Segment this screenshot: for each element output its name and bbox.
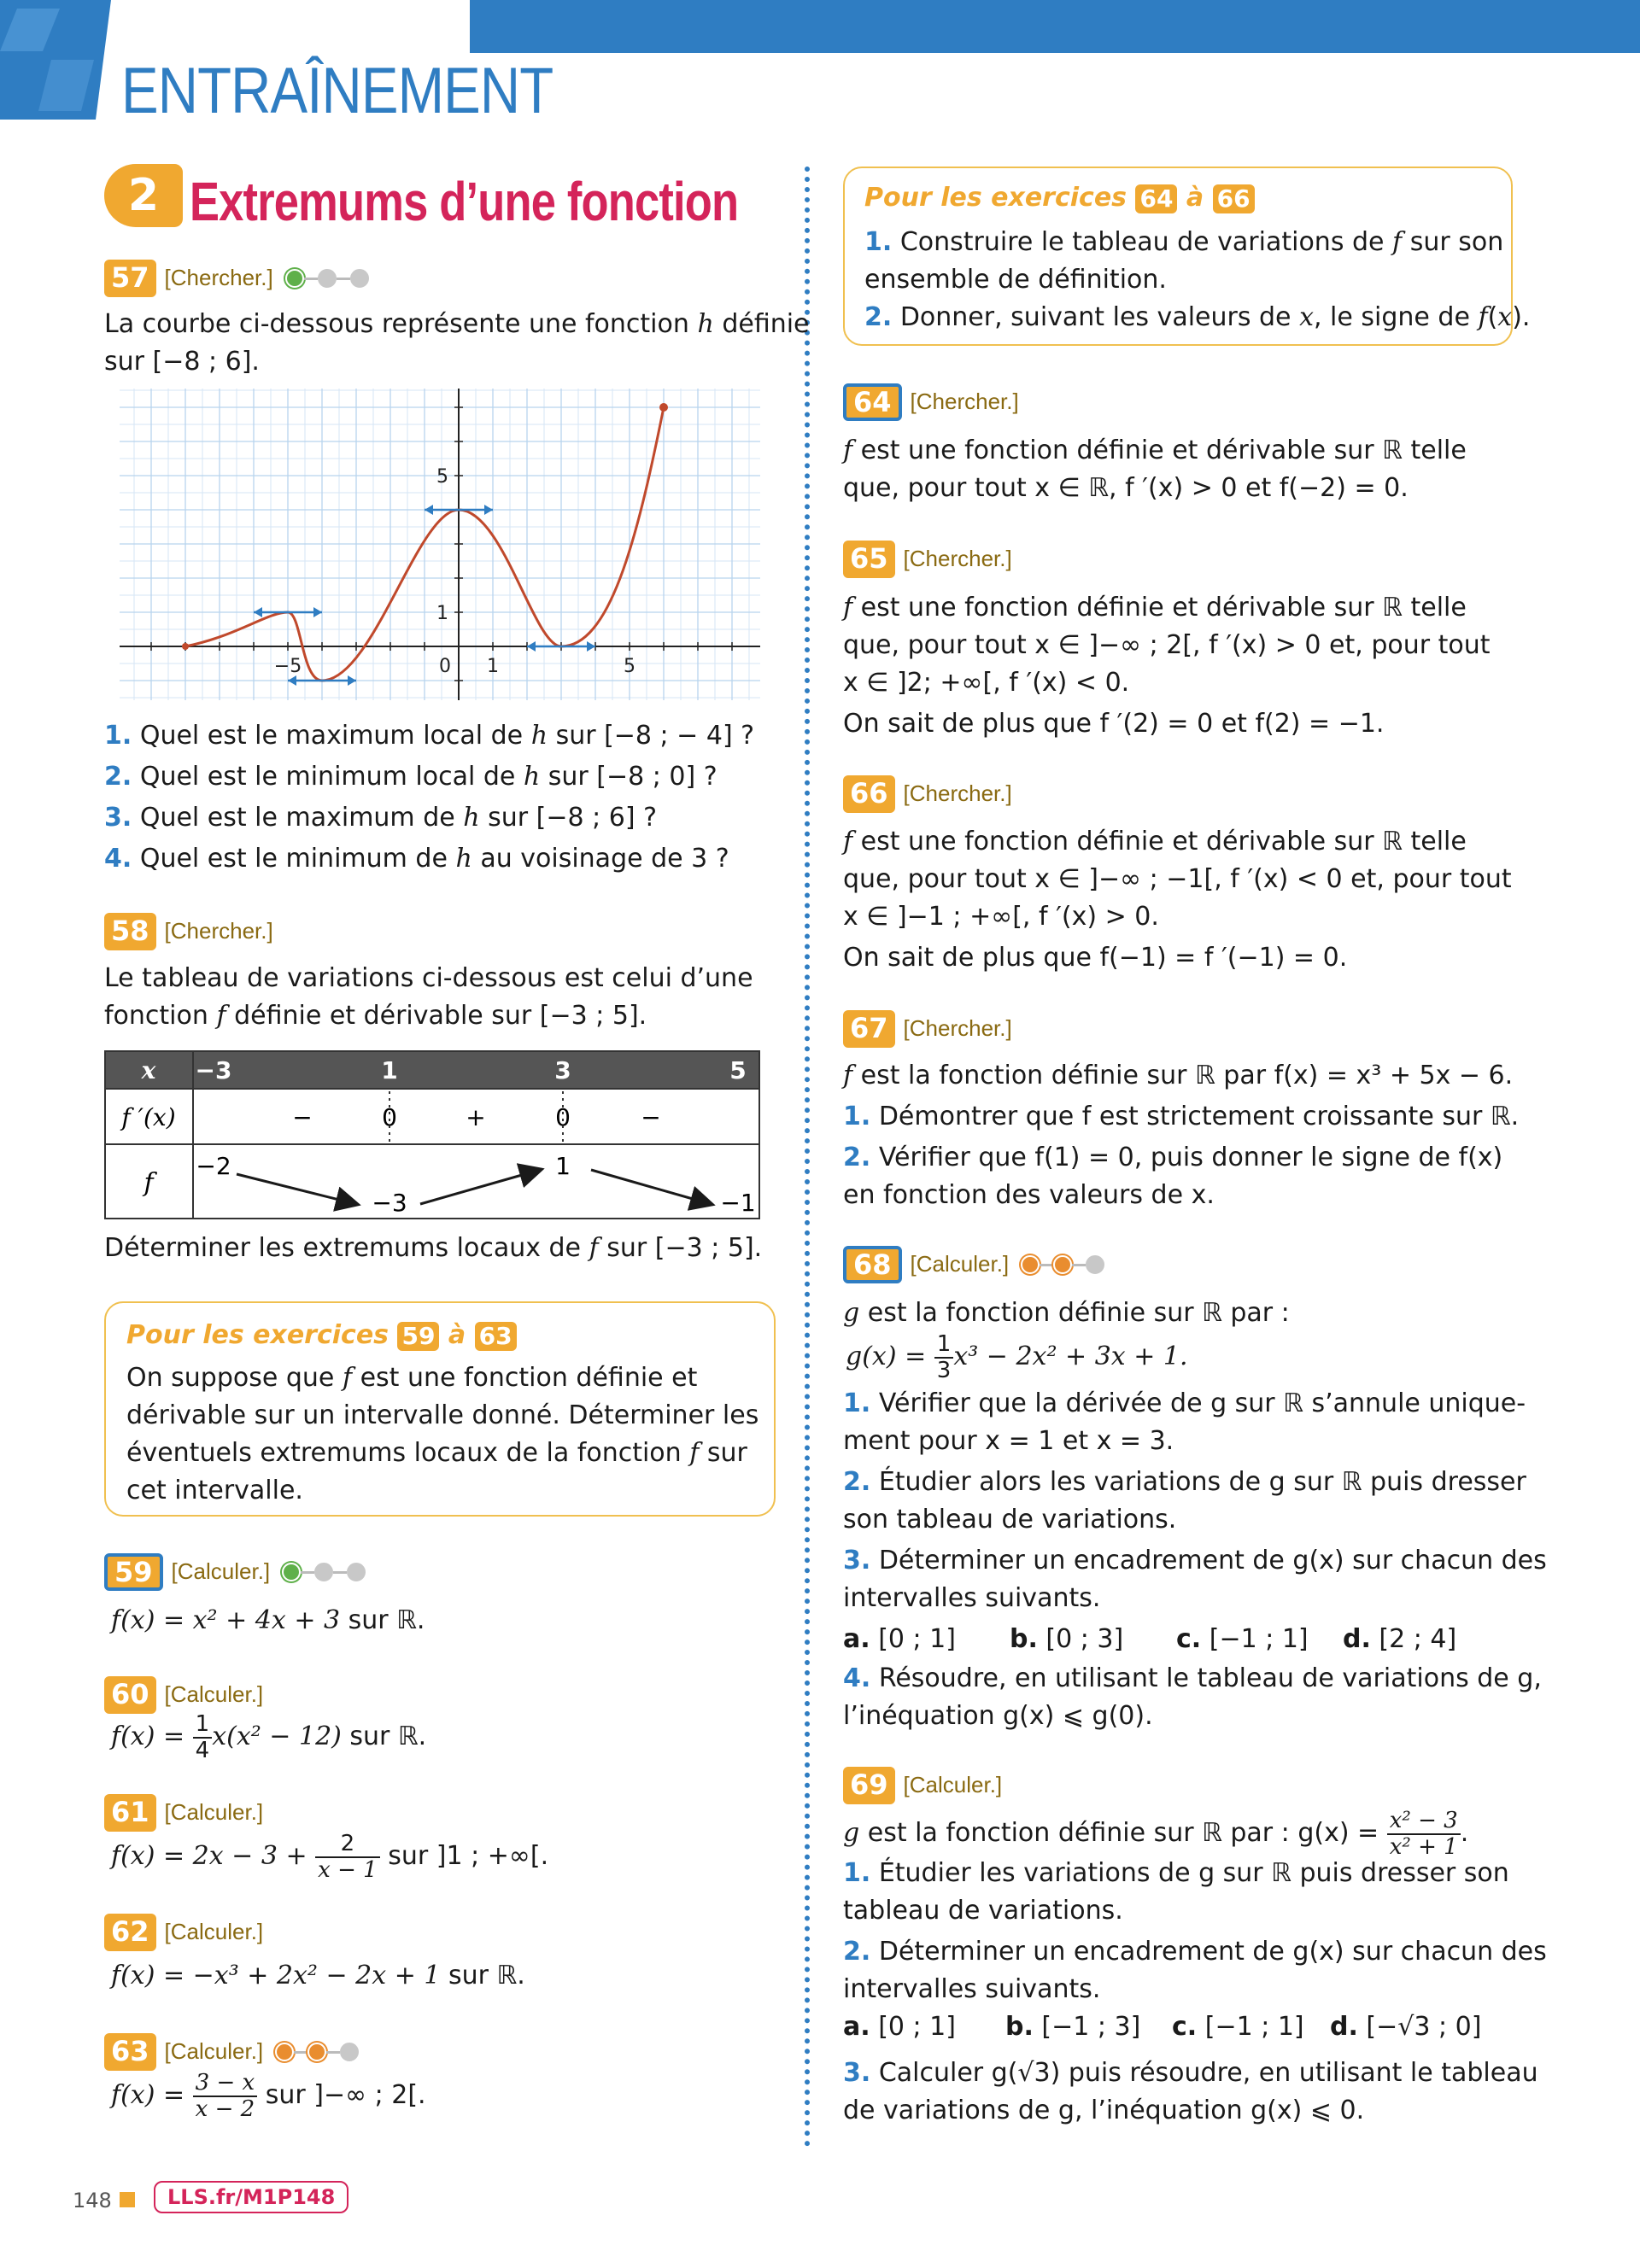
ex63-expr: f(x) = $\frac{3 - x}{x - 2}$ sur ]−∞ ; 2[. [111,2070,426,2122]
ex68-q2: 2. Étudier alors les variations de g sur ℝ puis dresser [843,1467,1526,1497]
ex68-expr: g(x) = $\frac{1}{3}$ x³ − 2x² + 3x + 1. [846,1331,1188,1383]
ex57-q1: 1. Quel est le maximum local de h sur [−8 ; − 4] ? [104,721,755,751]
table-x0: −3 [195,1056,232,1084]
ex57-intro: La courbe ci-dessous représente une fonction h définie [104,309,810,339]
arrow-up [420,1170,540,1204]
tangent-arrow [348,675,356,686]
table-x-label: x [141,1056,156,1084]
ex67-line1: f est la fonction définie sur ℝ par f(x) = x³ + 5x − 6. [843,1061,1514,1090]
hint-box-59-63-title: Pour les exercices 59 à 63 [126,1317,517,1354]
arrow-down-1 [237,1174,356,1204]
function-graph [120,389,760,700]
box1-line2: dérivable sur un intervalle donné. Déterminer les [126,1400,759,1430]
x-tick-label: −5 [273,656,302,677]
ex69-q2b: intervalles suivants. [843,1974,1101,2004]
ex59-number: 59 [104,1553,163,1591]
table-f-label: f [144,1168,154,1198]
box1-line3: éventuels extremums locaux de la fonction f sur [126,1438,747,1468]
ex66-line3: x ∈ ]−1 ; +∞[, f ′(x) > 0. [843,902,1159,932]
ex68-q1b: ment pour x = 1 et x = 3. [843,1426,1174,1456]
ex69-header: 69 [Calculer.] [843,1766,1002,1804]
ex62-expr: f(x) = −x³ + 2x² − 2x + 1 sur ℝ. [111,1961,525,1990]
ex57-intro-2: sur [−8 ; 6]. [104,347,260,377]
tangent-arrow [254,607,262,617]
ex68-q3b: intervalles suivants. [843,1583,1101,1613]
ex68-header: 68 [Calculer.] [843,1245,1104,1283]
x-tick-label: 1 [487,656,499,677]
page-number: 148 [73,2189,112,2212]
ex69-q1: 1. Étudier les variations de g sur ℝ puis dresser son [843,1858,1509,1888]
footer-square [120,2192,135,2207]
ex64-line1: f est une fonction définie et dérivable sur ℝ telle [843,435,1467,465]
sign-4: 0 [555,1103,571,1131]
fval-4: −1 [720,1189,756,1217]
ex64-header: 64 [Chercher.] [843,383,1019,421]
ex69-q2: 2. Déterminer un encadrement de g(x) sur chacun des [843,1937,1547,1967]
column-divider [805,167,810,2148]
ex58-tag: [Chercher.] [164,917,273,944]
footer-link[interactable]: LLS.fr/M1P148 [154,2181,348,2213]
ex65-line4: On sait de plus que f ′(2) = 0 et f(2) = −1. [843,709,1385,739]
ex69-q3b: de variations de g, l’inéquation g(x) ⩽ 0. [843,2096,1365,2125]
ex57-q4: 4. Quel est le minimum de h au voisinage de 3 ? [104,844,729,874]
sign-1: − [292,1103,313,1131]
ex67-q2: 2. Vérifier que f(1) = 0, puis donner le signe de f(x) [843,1143,1503,1172]
ex66-line1: f est une fonction définie et dérivable sur ℝ telle [843,827,1467,856]
ex58-header [104,912,273,950]
ex57-tag: [Chercher.] [164,264,273,290]
ex69-line1: g est la fonction définie sur ℝ par : g(x) = $\frac{\text{x² − 3}}{\text{x² + 1}}$ . [843,1808,1469,1860]
ex61-header: 61 [Calculer.] [104,1793,263,1832]
curve-start-point [182,643,189,650]
ex60-expr: f(x) = $\frac{1}{4}$ x(x² − 12) sur ℝ. [111,1711,427,1763]
fval-1: −2 [196,1152,231,1180]
ex67-q1: 1. Démontrer que f est strictement croissante sur ℝ. [843,1102,1520,1131]
ex66-header: 66 [Chercher.] [843,775,1012,813]
ex68-q1: 1. Vérifier que la dérivée de g sur ℝ s’annule unique- [843,1388,1526,1418]
x-tick-label: 5 [624,656,636,677]
sign-3: + [466,1103,486,1131]
ex59-expr: f(x) = x² + 4x + 3 sur ℝ. [111,1605,425,1635]
hint-box-64-66-title: Pour les exercices 64 à 66 [864,179,1255,217]
sign-2: 0 [382,1103,397,1131]
sign-5: − [641,1103,661,1131]
table-deriv-label: f ′(x) [121,1103,176,1131]
ex65-header: 65 [Chercher.] [843,540,1012,578]
y-tick-label: 5 [436,466,448,488]
ex58-question: Déterminer les extremums locaux de f sur [−3 ; 5]. [104,1233,763,1263]
header-bar [470,0,1640,53]
fval-3: 1 [555,1152,571,1180]
x-tick-label: 0 [439,656,451,677]
table-x3: 5 [729,1056,747,1084]
ex69-q3: 3. Calculer g(√3) puis résoudre, en utilisant le tableau [843,2058,1538,2088]
ex66-line4: On sait de plus que f(−1) = f ′(−1) = 0. [843,943,1348,973]
ex57-q3: 3. Quel est le maximum de h sur [−8 ; 6] ? [104,803,657,833]
ex58-intro: Le tableau de variations ci-dessous est celui d’une [104,963,753,993]
curve-end-point [659,403,668,412]
box2-line1: 1. Construire le tableau de variations de f sur son [864,227,1504,257]
ex65-line1: f est une fonction définie et dérivable sur ℝ telle [843,593,1467,623]
section-number: 2 [104,164,183,227]
ex61-expr: f(x) = 2x − 3 + $\frac{2}{x - 1}$ sur ]1 ; +∞[. [111,1831,549,1883]
tangent-arrow [527,641,536,652]
ex68-q4b: l’inéquation g(x) ⩽ g(0). [843,1701,1153,1731]
box1-line1: On suppose que f est une fonction définie et [126,1363,698,1393]
ex67-header: 67 [Chercher.] [843,1009,1012,1048]
table-x2: 3 [554,1056,571,1084]
ex62-header: 62 [Calculer.] [104,1913,263,1951]
ex57-number: 57 [104,260,156,297]
corner-decoration [0,0,111,120]
difficulty-dots [285,260,369,297]
ex68-line1: g est la fonction définie sur ℝ par : [843,1298,1290,1328]
ex66-line2: que, pour tout x ∈ ]−∞ ; −1[, f ′(x) < 0 et, pour tout [843,864,1512,894]
ex57-q2: 2. Quel est le minimum local de h sur [−8 ; 0] ? [104,762,718,792]
variation-table [104,1050,762,1221]
fval-2: −3 [372,1189,407,1217]
box1-line4: cet intervalle. [126,1476,303,1505]
table-x1: 1 [381,1056,398,1084]
tangent-arrow [425,505,433,515]
ex69-q1b: tableau de variations. [843,1896,1123,1926]
ex68-q4: 4. Résoudre, en utilisant le tableau de variations de g, [843,1663,1542,1693]
ex65-line3: x ∈ ]2; +∞[, f ′(x) < 0. [843,668,1130,698]
ex67-q2b: en fonction des valeurs de x. [843,1180,1215,1210]
ex68-q2b: son tableau de variations. [843,1505,1177,1534]
page-title: ENTRAÎNEMENT [121,55,554,127]
ex65-line2: que, pour tout x ∈ ]−∞ ; 2[, f ′(x) > 0 et, pour tout [843,630,1491,660]
box2-line2: ensemble de définition. [864,265,1167,295]
ex60-header: 60 [Calculer.] [104,1675,263,1714]
tangent-arrow [484,505,493,515]
section-title: Extremums d’une fonction [190,171,739,232]
ex64-line2: que, pour tout x ∈ ℝ, f ′(x) > 0 et f(−2) = 0. [843,473,1409,503]
ex68-q3: 3. Déterminer un encadrement de g(x) sur chacun des [843,1546,1547,1575]
ex59-header: 59 [Calculer.] [104,1552,366,1591]
ex58-intro-2: fonction f définie et dérivable sur [−3 ; 5]. [104,1001,647,1031]
tangent-arrow [313,607,322,617]
ex57-header [104,259,369,297]
box2-line3: 2. Donner, suivant les valeurs de x, le signe de f(x). [864,302,1531,332]
tangent-arrow [587,641,595,652]
arrow-down-2 [591,1170,711,1204]
y-tick-label: 1 [436,603,448,624]
ex58-number: 58 [104,913,156,950]
ex63-header: 63 [Calculer.] [104,2032,359,2071]
